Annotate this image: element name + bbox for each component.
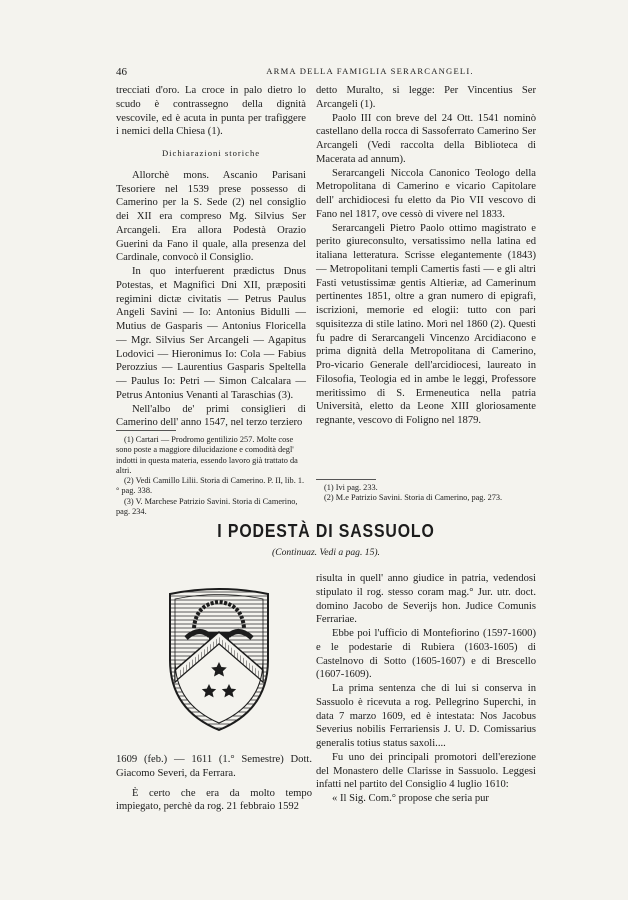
paragraph: Fu uno dei principali promotori dell'erezione del Monastero delle Clarisse in Sassuolo. Leggesi infatti nel partito del Consiglio 4 luglio 1610:	[316, 751, 536, 791]
paragraph: Paolo III con breve del 24 Ott. 1541 nominò castellano della rocca di Sassoferrato Camerino Ser Arcangeli (Vedi raccolta della Biblioteca di Macerata ad annum).	[316, 112, 536, 165]
paragraph: Ebbe poi l'ufficio di Montefiorino (1597-1600) e le podestarie di Rubiera (1603-1605) di Castelnovo di Sotto (1605-1607) e di Brescello (1607-1609).	[316, 628, 536, 681]
footnote: (2) M.e Patrizio Savini. Storia di Camerino, pag. 273.	[324, 493, 503, 503]
paragraph: In quo interfuerent prædictus Dnus Potestas, et Magnifici Dni XII, præpositi regimini dictæ civitatis — Petrus Paulus Angeli Savini — Io: Antonius Bidulli — Mutius de Gasparis — Antonius Floricella — Mgr. Silvius Ser Arcangeli — Agapitus Lodovici — Hieronimus Io: Cola — Fabius Perozzius — Laurentius Gasparis Speltella — Paulus Io: Petri — Simon Calcalara — Petrus Antonius Venanti al Taraschias (3).	[116, 266, 306, 401]
footnote: (3) V. Marchese Patrizio Savini. Storia di Camerino, pag. 234.	[116, 496, 298, 517]
paragraph: Serarcangeli Pietro Paolo ottimo magistrato e perito giureconsulto, versatissimo nella latina ed italiana letteratura. Scrisse elegantemente (1843) — Metropolitani templi Camertis fasti — e gli altri Fasti vetustissimæ gentis Altieriæ, ad Camerinum pertinentes 1851, oltre a gran numero di epigrafi, iscrizioni, memorie ed elogii: tutto con pari squisitezza di stile latino. Morì nel 1860 (2). Questi fu padre di Serarcangeli Vincenzo Arcidiacono e prima dignità della Metropolitana di Camerino, Pro-vicario Generale dell'arcidiocesi, laureato in Filosofia, Teologia ed in ambe le leggi, Professore meritissimo di S. Ermeneutica nella patria Università, eletto da Leone XIII gloriosamente regnante, vescovo di Foligno nel 1879.	[316, 222, 536, 426]
section-title: I PODESTÀ DI SASSUOLO	[217, 521, 435, 541]
paragraph: Allorchè mons. Ascanio Parisani Tesoriere nel 1539 prese possesso di Camerino per la S. Sede (2) nel consiglio dei XII era compreso Mg. Silvius Ser Arcangeli. Era allora Podestà Orazio Guerini da Fano il quale, alla presenza del Cardinale, convocò il Consiglio.	[116, 169, 306, 264]
section-subtitle: (Continuaz. Vedi a pag. 15).	[272, 547, 380, 558]
right-column-bottom	[316, 572, 536, 806]
footnotes-right	[316, 483, 536, 504]
paragraph: detto Muralto, si legge: Per Vincentius Ser Arcangeli (1).	[316, 85, 536, 110]
left-column-bottom	[116, 753, 312, 814]
paragraph: risulta in quell' anno giudice in patria, vedendosi stipulato il rog. stesso coram mag.° Jur. utr. doct. domino Jacobo de Severijs hon. Judice Comunis Ferrariae.	[316, 573, 536, 626]
footnote-rule	[116, 430, 176, 431]
paragraph: « Il Sig. Com.° propose che seria pur	[332, 793, 489, 804]
paragraph: È certo che era da molto tempo impiegato, perchè da rog. 21 febbraio 1592	[116, 787, 312, 813]
footnote: (1) Ivi pag. 233.	[324, 483, 378, 492]
running-head: ARMA DELLA FAMIGLIA SERARCANGELI.	[266, 66, 474, 76]
paragraph: Nell'albo de' primi consiglieri di Camerino dell' anno 1547, nel terzo terziero	[116, 403, 306, 429]
left-column-top	[116, 84, 306, 430]
footnote-rule	[316, 479, 376, 480]
right-column-top	[316, 84, 536, 428]
footnote: (2) Vedi Camillo Lilii. Storia di Camerino. P. II, lib. 1.° pag. 338.	[116, 476, 305, 496]
subheading: Dichiarazioni storiche	[161, 148, 261, 158]
page-number: 46	[116, 66, 127, 78]
paragraph: Serarcangeli Niccola Canonico Teologo della Metropolitana di Camerino e vicario Capitolare dell' archidiocesi fu eletto da Pio VII vescovo di Fano nel 1817, ove cessò di vivere nel 1833.	[316, 167, 536, 220]
footnotes-left	[116, 435, 306, 517]
paragraph: trecciati d'oro. La croce in palo dietro lo scudo è contrassegno della dignità vescovile, ed è acuta in punta per trafiggere i nemici della Chiesa (1).	[116, 85, 306, 138]
paragraph: La prima sentenza che di lui si conserva in Sassuolo è ricevuta a rog. Pellegrino Superchi, in data 7 marzo 1609, ed è intestata: Nos Jacobus Severius nobilis Ferrariensis J. U. D. Comissarius generalis totius status saxoli....	[316, 683, 536, 749]
paragraph: 1609 (feb.) — 1611 (1.° Semestre) Dott. Giacomo Severi, da Ferrara.	[116, 754, 312, 779]
footnote: (1) Cartari — Prodromo gentilizio 257. Molte cose sono poste a maggiore dilucidazione e comodità degl' indotti in questa materia, essendo lavoro già trattato da altri.	[116, 435, 298, 475]
coat-of-arms	[164, 582, 274, 734]
